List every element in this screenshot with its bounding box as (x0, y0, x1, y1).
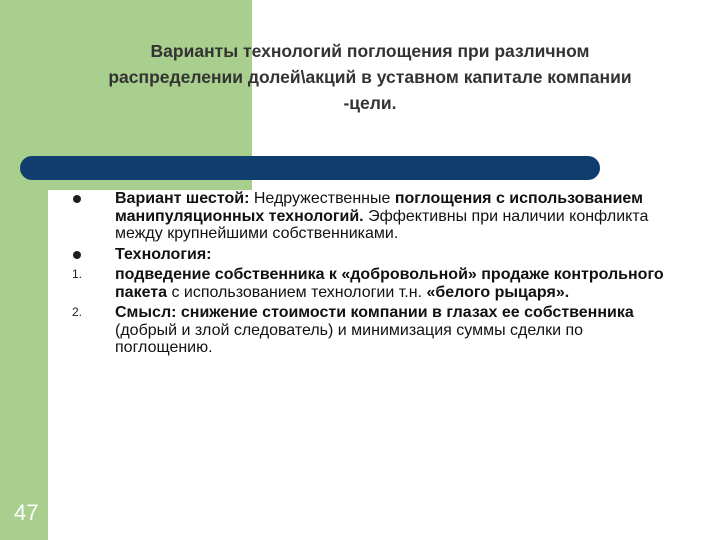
text-run: Вариант шестой: (115, 190, 250, 207)
list-item (72, 190, 682, 243)
text-run: «белого рыцаря». (426, 283, 570, 301)
list-number: 1. (72, 267, 83, 281)
text-run: Недружественные (249, 190, 395, 207)
list-item-text (115, 190, 682, 243)
list-item (72, 304, 682, 357)
list-item (72, 266, 682, 301)
text-run: (добрый и злой следователь) и минимизация суммы сделки по поглощению. (115, 321, 584, 356)
text-run: Технология: (115, 245, 212, 263)
text-run: подведение собственника к «добровольной» продаже контрольного пакета (115, 266, 664, 301)
title-line: распределении долей\акций в уставном капитале компании (108, 67, 632, 87)
list-item (72, 246, 682, 264)
text-run: Смысл: снижение стоимости компании в глазах ее собственника (115, 304, 634, 321)
list-number: 2. (72, 305, 83, 319)
list-item-text (115, 266, 682, 301)
slide-title (60, 38, 680, 116)
list-item-text (115, 304, 682, 357)
title-divider-bar (20, 156, 600, 180)
title-line: -цели. (343, 93, 397, 113)
list-item-text (115, 246, 682, 264)
bullet-dot (73, 195, 81, 203)
page-number: 47 (14, 500, 39, 525)
bullet-dot (73, 251, 81, 259)
text-run: поглощения с использованием манипуляционных технологий. (115, 190, 643, 225)
text-run: Эффективны при наличии конфликта между крупнейшими собственниками. (115, 207, 649, 242)
title-line: Варианты технологий поглощения при различном (150, 41, 590, 61)
content-list (72, 190, 682, 360)
text-run: с использованием технологии т.н. (167, 283, 427, 301)
